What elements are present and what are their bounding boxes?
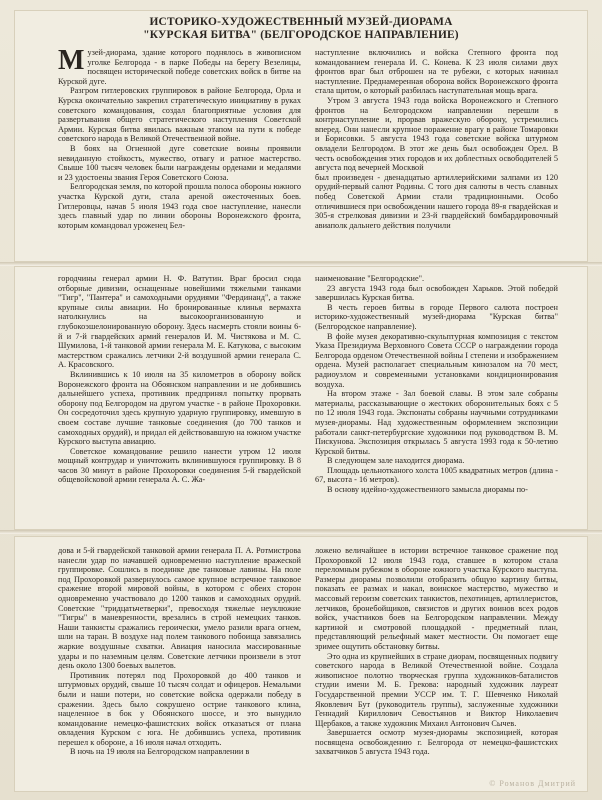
panel-top [14, 10, 588, 262]
paragraph: В честь героев битвы в городе Первого салюта построен историко-художественный музей-диорама "Курская битва" (Белгородское направление). [315, 302, 558, 331]
paragraph: В боях на Огненной дуге советские воины проявили невиданную стойкость, мужество, отвагу и ратное мастерство. Свыше 100 тысяч человек были награждены орденами и медалями и 23 удостоены звания Героя Советского Союза. [58, 143, 301, 182]
panel-top-right-column [315, 48, 558, 256]
panel-bottom [14, 536, 588, 792]
panel-top-left-column [58, 48, 301, 256]
paragraph: Противник потерял под Прохоровкой до 400 танков и штурмовых орудий, свыше 10 тысяч солдат и офицеров. Немалыми были и наши потери, но советские войска одержали победу в сражении. Здесь было сокрушено острие танкового клина, нацеленное в бок у Обоянского шоссе, и это вынудило командование немецко-фашистских войск отказаться от плана овладения Курском с юга. Не добившись успеха, противник перешел к обороне, а 16 июля начал отходить. [58, 670, 301, 747]
intro-paragraph: Музей-диорама, здание которого поднялось в живописном уголке Белгорода - в парке Победы на берегу Везелицы, посвящен исторической победе советских войск в битве на Курской дуге. [58, 48, 301, 86]
paragraph: Белгородская земля, по которой прошла полоса обороны южного участка Курской дуги, стала ареной ожесточенных боев. Гитлеровцы, начав 5 июля 1943 года свое наступление, нанесли здесь главный удар по линии обороны Воронежского фронта, которым командовал уроженец Бел- [58, 182, 301, 230]
paragraph: дова и 5-й гвардейской танковой армии генерала П. А. Ротмистрова нанесли удар по начавшей одновременно наступление вражеской группировке. Сошлись в поединке две танковые лавины. На поле под Прохоровкой развернулось самое крупное встречное танковое сражение второй мировой войны, в котором с обеих сторон одновременно участвовало до 1200 танков и самоходных орудий. Советские "тридцатьчетверки", превосходя тяжелые неуклюжие "Тигры" в маневренности, врезались в строй немецких танков. Наши танкисты сражались героически, умело разили врага огнем, шли на таран. В воздухе над полем танкового побоища завязались жаркие воздушные схватки. Авиация наносила массированные удары и по наземным целям. Советские летчики произвели в этот день около 1300 боевых вылетов. [58, 546, 301, 671]
paragraph: Вклинившись к 10 июля на 35 километров в оборону войск Воронежского фронта на Обоянском направлении и не добившись дальнейшего успеха, противник предпринял попытку прорвать оборону под Белгородом на другом участке - в районе Прохоровки. Он сосредоточил здесь крупную ударную группировку, имевшую в своем составе лучшие танковые соединения (до 700 танков и самоходных орудий), и придал ей действовавшую на южном участке Курского выступа авиацию. [58, 369, 301, 447]
paragraph: ложено величайшее в истории встречное танковое сражение под Прохоровкой 12 июля 1943 года, ставшее в котором стала переломным рубежом в обороне южного участка Курского выступа. Размеры диорамы позволили отобразить общую картину битвы, показать ее размах и накал, воинское мастерство, мужество и массовый героизм советских танкистов, пехотинцев, артиллеристов, летчиков, бронебойщиков, связистов и других воинов всех родов войск, участников боев на Белгородском направлении. Между картиной и смотровой площадкой - предметный план, представляющий рельефный макет местности. Он помогает еще зримее ощутить обстановку битвы. [315, 546, 558, 651]
paragraph: Площадь цельнотканого холста 1005 квадратных метров (длина - 67, высота - 16 метров). [315, 465, 558, 485]
panel-middle [14, 266, 588, 530]
paragraph: наступление включились и войска Степного фронта под командованием генерала И. С. Конева. К 23 июля силами двух фронтов враг был отброшен на те рубежи, с которых начинал наступление. Преднамеренная оборона войск Воронежского фронта стала щитом, о который разбилась наступательная мощь врага. [315, 48, 558, 96]
panel-top-columns [58, 48, 558, 256]
paragraph: В ночь на 19 июля на Белгородском направлении в [70, 747, 250, 757]
paragraph: Завершается осмотр музея-диорамы экспозицией, которая посвящена освобождению г. Белгорода от немецко-фашистских захватчиков 5 августа 1943 года. [315, 728, 558, 757]
title-line-2: "КУРСКАЯ БИТВА" (БЕЛГОРОДСКОЕ НАПРАВЛЕНИЕ) [143, 29, 459, 41]
paragraph: В следующем зале находится диорама. [327, 456, 465, 466]
watermark: © Романов Дмитрий [489, 779, 576, 788]
drop-cap: М [58, 48, 85, 76]
panel-middle-right-column [315, 274, 558, 524]
panel-bottom-right-column [315, 546, 558, 786]
paragraph: городчины генерал армии Н. Ф. Ватутин. Враг бросил сюда отборные дивизии, оснащенные новейшими тяжелыми танками "Тигр", "Пантера" и самоходными орудиями "Фердинанд", а также крупные силы авиации. Но бронированные клинья вермахта натолкнулись на высокоорганизованную и глубокоэшелонированную оборону. Здесь насмерть стояли воины 6-й и 7-й гвардейских армий генералов И. М. Чистякова и М. С. Шумилова, 1-й танковой армии генерала М. Е. Катукова, с высоким мастерством сражались летчики 2-й воздушной армии генерала С. А. Красовского. [58, 274, 301, 370]
paragraph: 23 августа 1943 года был освобожден Харьков. Этой победой завершилась Курская битва. [315, 283, 558, 303]
page-title [14, 16, 588, 42]
paragraph: Разгром гитлеровских группировок в районе Белгорода, Орла и Курска окончательно закрепил стратегическую инициативу в руках советского командования, создал благоприятные условия для развертывания общего стратегического наступления Советской Армии. Курская битва явилась важным этапом на пути к победе советского народа в Великой Отечественной войне. [58, 86, 301, 144]
panel-bottom-left-column [58, 546, 301, 786]
paragraph: В основу идейно-художественного замысла диорамы по- [327, 485, 528, 495]
paragraph: На втором этаже - Зал боевой славы. В этом зале собраны материалы, рассказывающие о жестоких оборонительных боях с 5 по 12 июля 1943 года. Экспонаты собраны научными сотрудниками музея-диорамы. Над художественным оформлением экспозиции работали санкт-петербургские художники под руководством В. М. Пискунова. Экспозиция открылась 5 августа 1993 года к 50-летию Курской битвы. [315, 389, 558, 456]
paragraph: был произведен - двенадцатью артиллерийскими залпами из 120 орудий-первый салют Родины. С того дня салюты в честь славных побед Советской Армии стали традиционными. Особо отличившиеся при освобождении нашего города 89-я гвардейская и 305-я стрелковая дивизии и 23-й гвардейский бомбардировочный авиаполк дальнего действия получили [315, 172, 558, 230]
panel-middle-columns [58, 274, 558, 524]
paragraph: Утром 3 августа 1943 года войска Воронежского и Степного фронтов на Белгородском направлении перешли в контрнаступление и, прорвав вражескую оборону, устремились вперед. Они нанесли крупное поражение врагу в районе Томаровки и Борисовки. 5 августа 1943 года советские войска штурмом овладели Белгородом. В этот же день был освобожден Орел. В честь освобождения этих городов и их доблестных освободителей 5 августа под вечерней Москвой [315, 95, 558, 173]
paragraph: В фойе музея декоративно-скульптурная композиция с текстом Указа Президиума Верховного Совета СССР о награждении города Белгорода орденом Отечественной войны I степени и изображением ордена. Музей располагает специальным кинозалом на 70 мест, радиоузлом и современными установками кондиционирования воздуха. [315, 331, 558, 389]
paragraph: Советское командование решило нанести утром 12 июля мощный контрудар и уничтожить вклинившуюся группировку. В 8 часов 30 минут в районе Прохоровки соединения 5-й гвардейской общевойсковой армии генерала А. С. Жа- [58, 446, 301, 485]
panel-middle-left-column [58, 274, 301, 524]
fold-line [0, 530, 602, 534]
paragraph: Это одна из крупнейших в стране диорам, посвященных подвигу советского народа в Великой Отечественной войне. Создала живописное полотно творческая группа художников-баталистов студии имени М. Б. Грекова: народный художник лауреат Государственной премии УССР им. Т. Г. Шевченко Николай Яковлевич Бут (руководитель группы), заслуженные художники Геннадий Кириллович Севостьянов и Виктор Николаевич Щербаков, а также художник Михаил Антонович Сычев. [315, 651, 558, 728]
title-line-1: ИСТОРИКО-ХУДОЖЕСТВЕННЫЙ МУЗЕЙ-ДИОРАМА [149, 16, 453, 28]
panel-bottom-columns [58, 546, 558, 786]
paragraph: наименование "Белгородские". [315, 274, 425, 283]
